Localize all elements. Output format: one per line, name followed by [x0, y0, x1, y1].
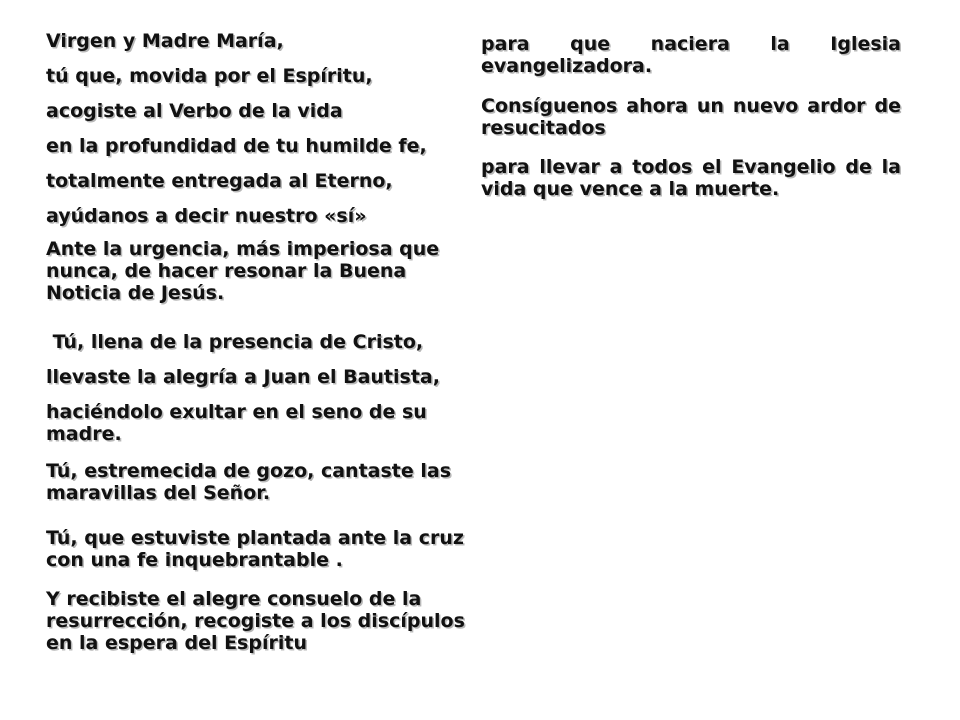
- prayer-paragraph: Y recibiste el alegre consuelo de la resurrección, recogiste a los discípulos en la espera del Espíritu: [46, 588, 465, 654]
- prayer-paragraph: Tú, estremecida de gozo, cantaste las maravillas del Señor.: [46, 460, 452, 504]
- prayer-line: llevaste la alegría a Juan el Bautista,: [46, 366, 440, 388]
- prayer-paragraph: Tú, que estuviste plantada ante la cruz con una fe inquebrantable .: [46, 527, 464, 571]
- prayer-line: totalmente entregada al Eterno,: [46, 170, 393, 192]
- prayer-paragraph: para llevar a todos el Evangelio de la vida que vence a la muerte.: [481, 156, 901, 200]
- prayer-line: acogiste al Verbo de la vida: [46, 100, 343, 122]
- prayer-paragraph: Consíguenos ahora un nuevo ardor de resucitados: [481, 95, 901, 139]
- prayer-line: Virgen y Madre María,: [46, 30, 284, 52]
- prayer-line: tú que, movida por el Espíritu,: [46, 65, 373, 87]
- prayer-paragraph: haciéndolo exultar en el seno de su madre.: [46, 401, 427, 445]
- prayer-line: Tú, llena de la presencia de Cristo,: [46, 331, 424, 353]
- prayer-paragraph: para que naciera la Iglesia evangelizadora.: [481, 33, 901, 77]
- prayer-line: en la profundidad de tu humilde fe,: [46, 135, 427, 157]
- prayer-line: ayúdanos a decir nuestro «sí»: [46, 205, 367, 227]
- prayer-paragraph: Ante la urgencia, más imperiosa que nunca, de hacer resonar la Buena Noticia de Jesús.: [46, 238, 440, 304]
